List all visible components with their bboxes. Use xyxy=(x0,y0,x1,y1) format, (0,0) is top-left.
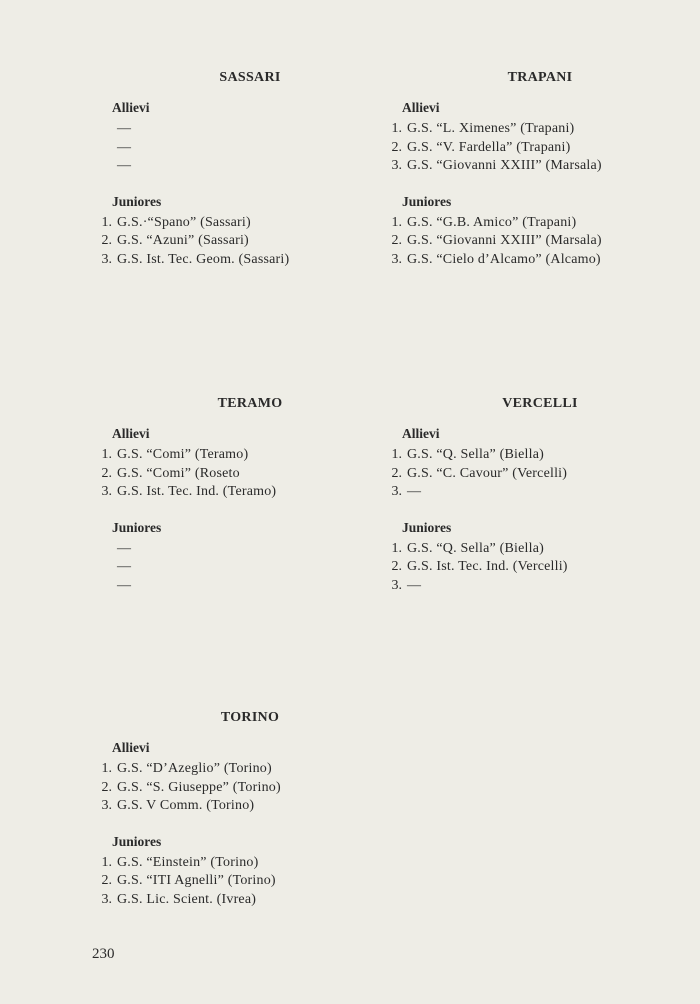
list-item xyxy=(100,797,400,816)
list-item xyxy=(100,872,400,891)
team-entry: — xyxy=(117,540,132,556)
rank-number: 3. xyxy=(391,251,402,267)
team-entry: — xyxy=(117,559,132,574)
team-entry: G.S. “Comi” (Teramo) xyxy=(117,447,249,462)
city-section-sassari xyxy=(100,70,400,269)
category-label-allievi: Allievi xyxy=(112,740,150,755)
list-item xyxy=(100,760,400,779)
team-entry: G.S. “D’Azeglio” (Torino) xyxy=(117,761,272,776)
rank-number: 2. xyxy=(101,779,112,795)
list-item xyxy=(100,157,400,176)
list-item xyxy=(390,120,690,139)
team-entry: G.S. “Q. Sella” (Biella) xyxy=(407,447,544,462)
rank-number xyxy=(100,577,112,596)
team-entry: G.S. Lic. Scient. (Ivrea) xyxy=(117,891,257,907)
team-entry: — xyxy=(117,139,132,155)
rank-number: 3. xyxy=(391,484,402,499)
city-title: TORINO xyxy=(220,710,280,725)
city-section-teramo xyxy=(100,396,400,595)
team-entry: G.S. Ist. Tec. Ind. (Teramo) xyxy=(117,484,277,499)
category-label-juniores: Juniores xyxy=(112,519,162,535)
rank-number xyxy=(100,558,112,577)
list-item xyxy=(100,446,400,465)
rank-number: 1. xyxy=(391,121,402,136)
rank-number: 1. xyxy=(391,214,402,230)
list-item xyxy=(100,465,400,484)
rank-number: 2. xyxy=(101,873,112,888)
list-item xyxy=(100,854,400,873)
rank-number: 3. xyxy=(101,891,112,907)
list-item xyxy=(390,446,690,465)
team-entry: G.S.·“Spano” (Sassari) xyxy=(117,214,251,230)
city-title: TERAMO xyxy=(217,396,283,411)
rank-number: 3. xyxy=(391,577,402,593)
rank-number xyxy=(100,157,112,176)
list-item xyxy=(100,540,400,559)
rank-number: 2. xyxy=(391,139,402,155)
team-entry: — xyxy=(117,577,132,593)
city-title: VERCELLI xyxy=(502,396,578,411)
rank-number xyxy=(100,540,112,559)
spacer xyxy=(100,176,400,194)
team-entry: — xyxy=(407,484,422,499)
team-entry: G.S. Ist. Tec. Ind. (Vercelli) xyxy=(407,559,568,574)
rank-number xyxy=(100,120,112,139)
list-item xyxy=(100,558,400,577)
rank-number: 2. xyxy=(101,465,112,481)
team-entry: G.S. “Comi” (Roseto xyxy=(117,465,240,481)
list-item xyxy=(390,157,690,176)
category-label-juniores: Juniores xyxy=(402,519,452,535)
list-item xyxy=(100,779,400,798)
rank-number: 3. xyxy=(101,798,112,813)
team-entry: G.S. “C. Cavour” (Vercelli) xyxy=(407,465,568,481)
list-item xyxy=(100,577,400,596)
list-item xyxy=(390,577,690,596)
list-item xyxy=(390,251,690,270)
team-entry: G.S. V Comm. (Torino) xyxy=(117,798,255,813)
city-section-vercelli xyxy=(390,396,690,595)
category-label-juniores: Juniores xyxy=(112,833,162,849)
category-label-allievi: Allievi xyxy=(112,426,150,441)
team-entry: G.S. “L. Ximenes” (Trapani) xyxy=(407,121,575,136)
rank-number: 3. xyxy=(101,484,112,499)
rank-number: 1. xyxy=(101,761,112,776)
team-entry: — xyxy=(407,577,422,593)
list-item xyxy=(390,139,690,158)
spacer xyxy=(390,176,690,194)
rank-number: 2. xyxy=(391,233,402,248)
rank-number: 1. xyxy=(391,540,402,556)
spacer xyxy=(100,816,400,834)
list-item xyxy=(100,139,400,158)
team-entry: G.S. “S. Giuseppe” (Torino) xyxy=(117,779,281,795)
page-number: 230 xyxy=(92,946,115,962)
category-label-allievi: Allievi xyxy=(402,100,440,115)
city-section-torino xyxy=(100,710,400,909)
team-entry: G.S. “ITI Agnelli” (Torino) xyxy=(117,873,276,888)
category-label-allievi: Allievi xyxy=(402,426,440,441)
rank-number: 1. xyxy=(391,447,402,462)
list-item xyxy=(100,251,400,270)
list-item xyxy=(390,465,690,484)
team-entry: G.S. Ist. Tec. Geom. (Sassari) xyxy=(117,251,290,267)
rank-number: 2. xyxy=(391,559,402,574)
team-entry: G.S. “G.B. Amico” (Trapani) xyxy=(407,214,577,230)
list-item xyxy=(100,120,400,139)
team-entry: — xyxy=(117,121,132,136)
city-title: SASSARI xyxy=(219,70,281,85)
team-entry: G.S. “Giovanni XXIII” (Marsala) xyxy=(407,158,602,173)
spacer xyxy=(390,502,690,520)
rank-number: 2. xyxy=(391,465,402,481)
list-item xyxy=(390,483,690,502)
rank-number: 1. xyxy=(101,854,112,870)
spacer xyxy=(100,502,400,520)
rank-number xyxy=(100,139,112,158)
list-item xyxy=(100,214,400,233)
rank-number: 1. xyxy=(101,447,112,462)
list-item xyxy=(390,232,690,251)
rank-number: 1. xyxy=(101,214,112,230)
list-item xyxy=(390,558,690,577)
city-section-trapani xyxy=(390,70,690,269)
rank-number: 3. xyxy=(391,158,402,173)
team-entry: — xyxy=(117,158,132,173)
team-entry: G.S. “Cielo d’Alcamo” (Alcamo) xyxy=(407,251,601,267)
list-item xyxy=(390,214,690,233)
rank-number: 3. xyxy=(101,251,112,267)
category-label-juniores: Juniores xyxy=(402,193,452,209)
city-title: TRAPANI xyxy=(507,70,573,85)
rank-number: 2. xyxy=(101,233,112,248)
team-entry: G.S. “Giovanni XXIII” (Marsala) xyxy=(407,233,602,248)
team-entry: G.S. “Q. Sella” (Biella) xyxy=(407,540,544,556)
list-item xyxy=(100,232,400,251)
category-label-allievi: Allievi xyxy=(112,100,150,115)
list-item xyxy=(390,540,690,559)
category-label-juniores: Juniores xyxy=(112,193,162,209)
team-entry: G.S. “Azuni” (Sassari) xyxy=(117,233,249,248)
list-item xyxy=(100,483,400,502)
list-item xyxy=(100,891,400,910)
team-entry: G.S. “V. Fardella” (Trapani) xyxy=(407,139,571,155)
team-entry: G.S. “Einstein” (Torino) xyxy=(117,854,259,870)
